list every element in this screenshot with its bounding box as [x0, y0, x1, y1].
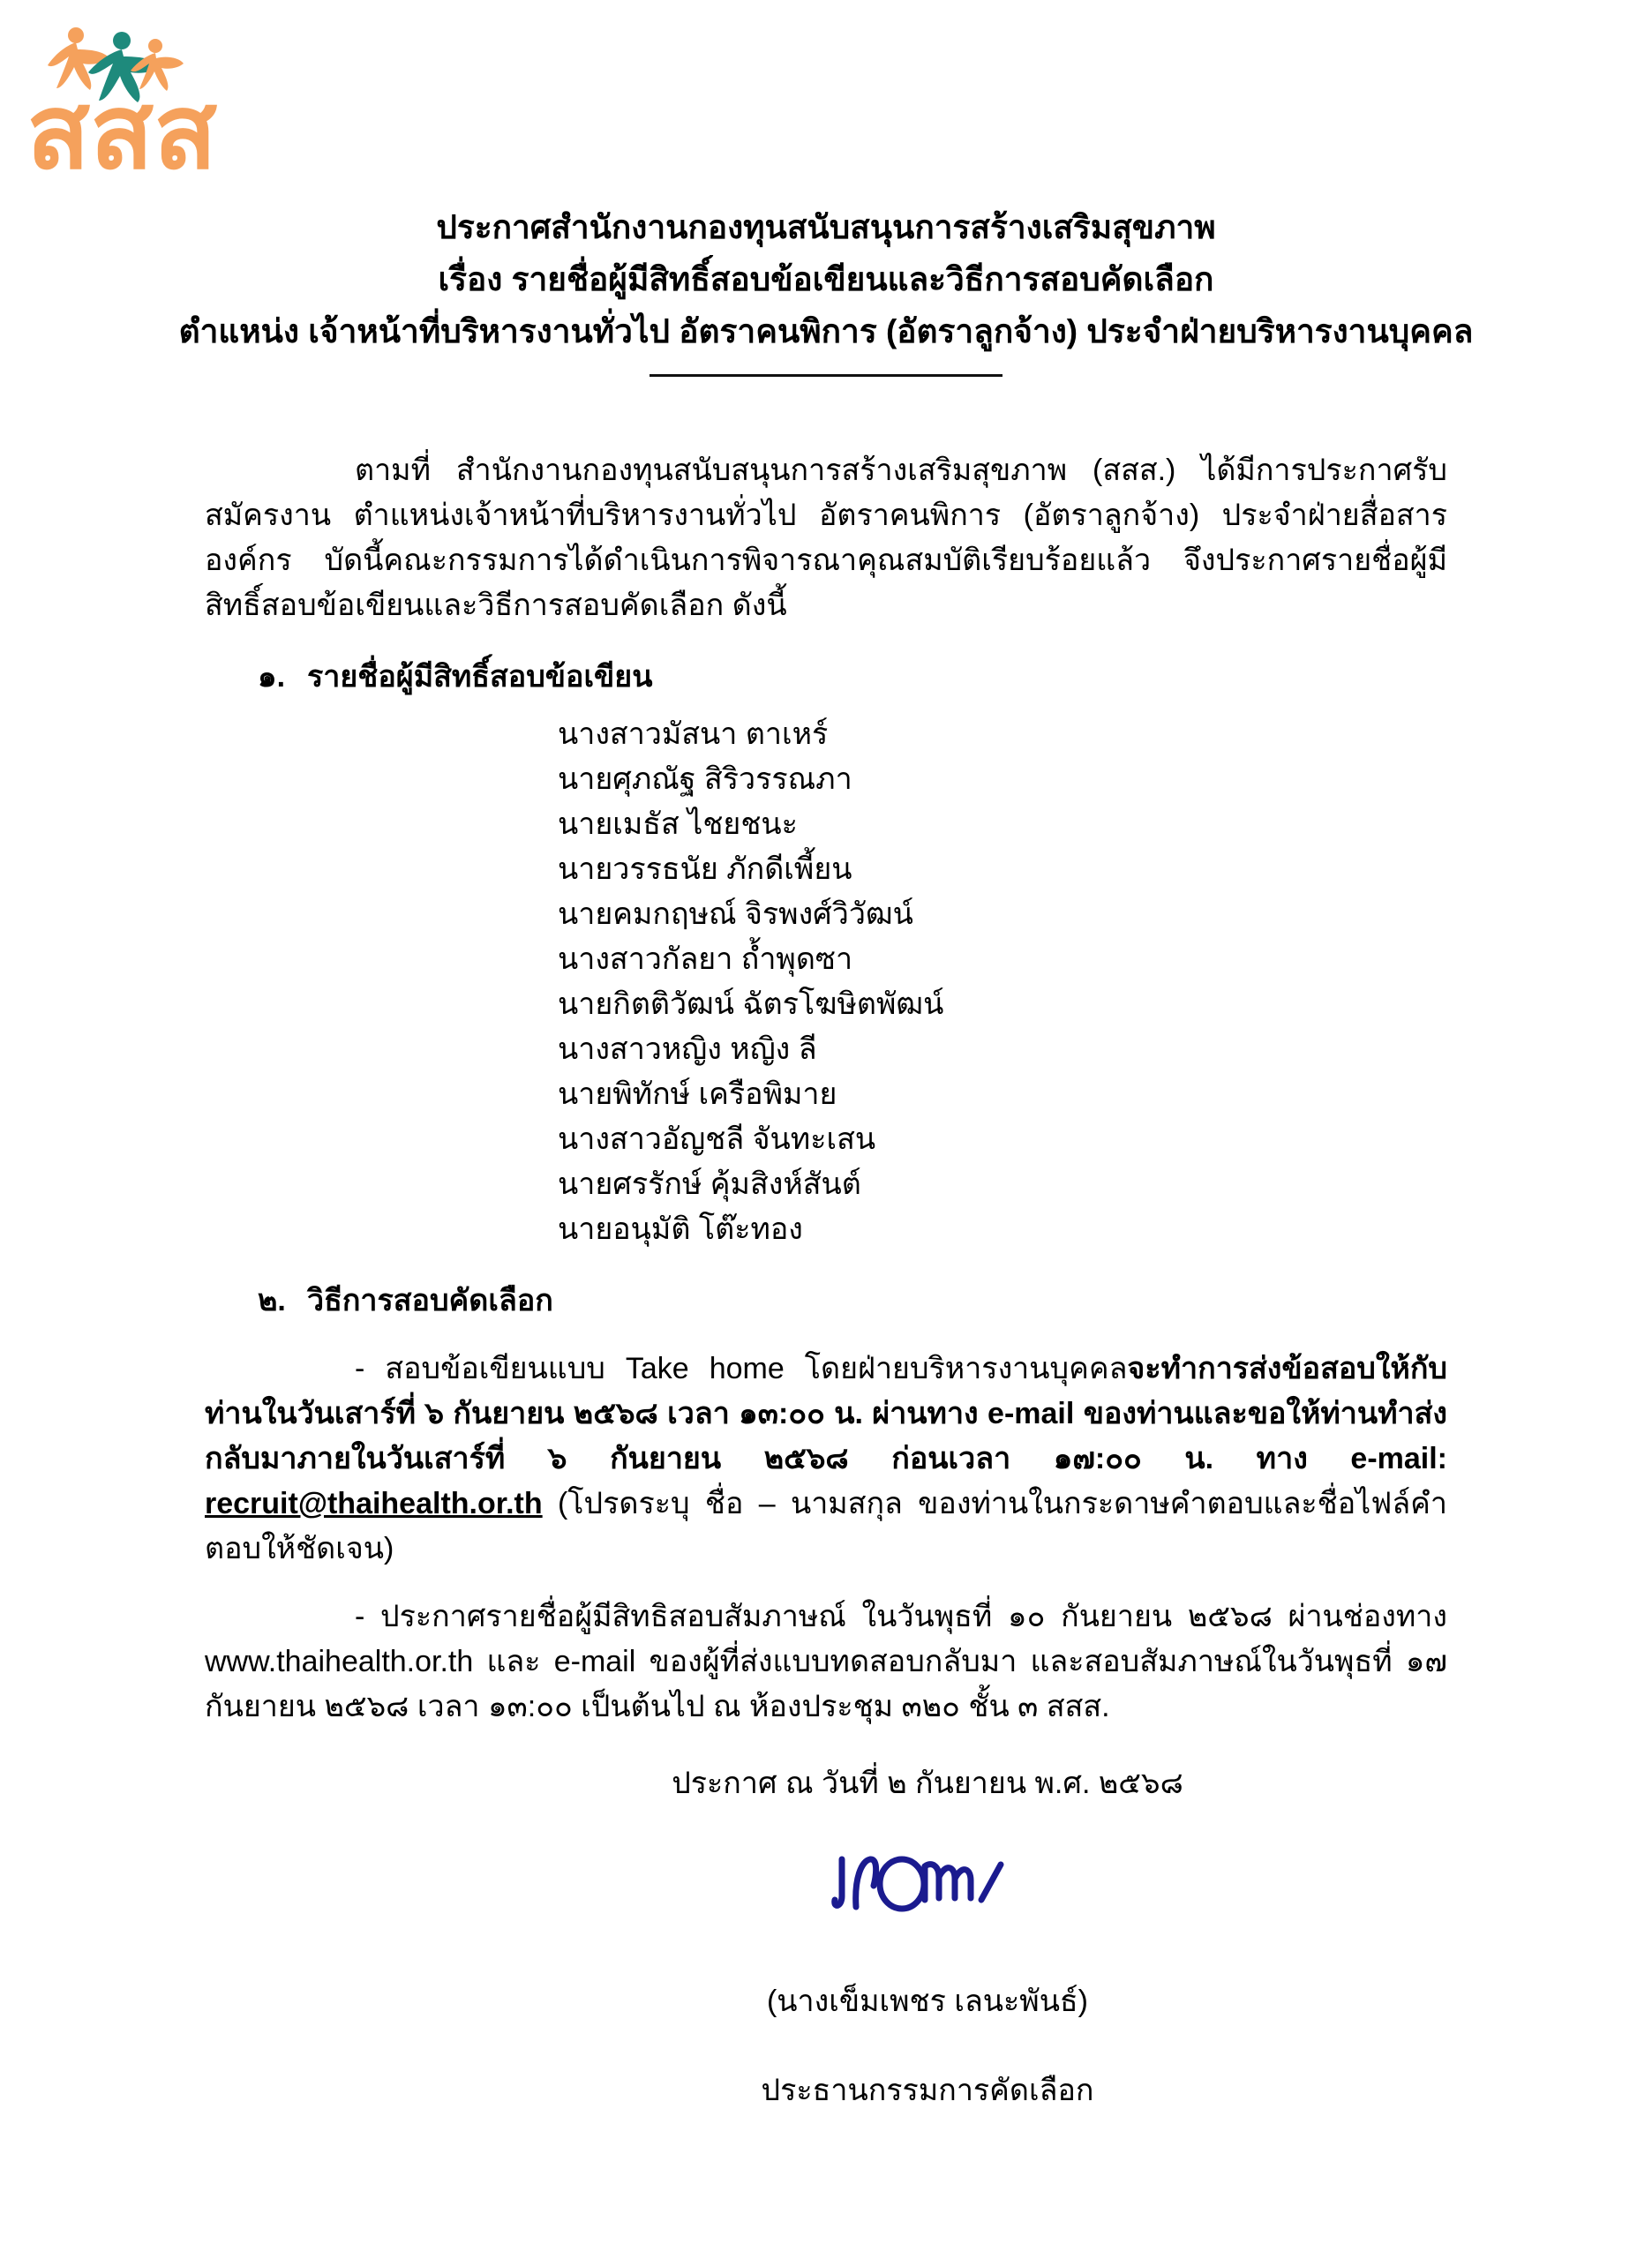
list-item: นายพิทักษ์ เครือพิมาย: [558, 1077, 837, 1111]
list-item: นายศรรักษ์ คุ้มสิงห์สันต์: [558, 1167, 861, 1201]
list-item: นายวรรธนัย ภักดีเพี้ยน: [558, 852, 852, 886]
list-item: นางสาวหญิง หญิง ลี: [558, 1032, 817, 1066]
list-item: นายศุภณัฐ สิริวรรณภา: [558, 762, 852, 796]
title-line-3: ตำแหน่ง เจ้าหน้าที่บริหารงานทั่วไป อัตราคนพิการ (อัตราลูกจ้าง) ประจำฝ่ายบริหารงานบุคคล: [178, 313, 1474, 349]
announcement-date: ประกาศ ณ วันที่ ๒ กันยายน พ.ศ. ๒๕๖๘: [672, 1767, 1183, 1800]
signatory-name: (นางเข็มเพชร เลนะพันธ์): [766, 1985, 1089, 2018]
exam-method-normal-suffix: (โปรดระบุ ชื่อ – นามสกุล ของท่านในกระดาษคำตอบและชื่อไฟล์คำตอบให้ชัดเจน): [205, 1487, 1447, 1565]
exam-method-bold-text: จะทำการส่งข้อสอบให้กับท่านในวันเสาร์ที่ ๖ กันยายน ๒๕๖๘ เวลา ๑๓:๐๐ น. ผ่านทาง e-mail ของท่านและขอให้ท่านทำส่งกลับมาภายในวันเสาร์ที่ ๖ กันยายน ๒๕๖๘ ก่อนเวลา ๑๗:๐๐ น. ทาง e-mail:: [205, 1352, 1447, 1475]
title-divider: [650, 374, 1002, 377]
document-title-block: [0, 201, 1652, 377]
signature-block: [205, 1829, 1447, 2113]
list-item: นางสาวอัญชลี จันทะเสน: [558, 1122, 876, 1156]
interview-announcement-paragraph: - ประกาศรายชื่อผู้มีสิทธิสอบสัมภาษณ์ ในวันพุธที่ ๑๐ กันยายน ๒๕๖๘ ผ่านช่องทาง www.thaihealth.or.th และ e-mail ของผู้ที่ส่งแบบทดสอบกลับมา และสอบสัมภาษณ์ในวันพุธที่ ๑๗ กันยายน ๒๕๖๘ เวลา ๑๓:๐๐ เป็นต้นไป ณ ห้องประชุม ๓๒๐ ชั้น ๓ สสส.: [205, 1600, 1447, 1723]
logo-wordmark: สสส: [26, 74, 218, 178]
section-1-title: รายชื่อผู้มีสิทธิ์สอบข้อเขียน: [307, 660, 653, 694]
list-item: นางสาวมัสนา ตาเหร์: [558, 717, 829, 751]
list-item: นางสาวกัลยา ถ้ำพุดซา: [558, 942, 853, 976]
thaihealth-logo: [26, 11, 309, 178]
exam-method-paragraph: [205, 1347, 1447, 1572]
document-body: [205, 448, 1447, 2113]
eligible-names-list: [205, 712, 1447, 1252]
section-1-heading: [205, 655, 1447, 700]
section-2-heading: [205, 1279, 1447, 1324]
list-item: นายเมธัส ไชยชนะ: [558, 807, 798, 841]
title-line-1: ประกาศสำนักงานกองทุนสนับสนุนการสร้างเสริมสุขภาพ: [436, 209, 1216, 245]
section-2-title: วิธีการสอบคัดเลือก: [307, 1284, 553, 1317]
list-item: นายคมกฤษณ์ จิรพงศ์วิวัฒน์: [558, 897, 913, 931]
list-item: นายกิตติวัฒน์ ฉัตรโฆษิตพัฒน์: [558, 987, 944, 1021]
recruit-email-link[interactable]: recruit@thaihealth.or.th: [205, 1487, 543, 1520]
list-item: นายอนุมัติ โต๊ะทอง: [558, 1212, 803, 1246]
intro-paragraph: ตามที่ สำนักงานกองทุนสนับสนุนการสร้างเสริมสุขภาพ (สสส.) ได้มีการประกาศรับสมัครงาน ตำแหน่งเจ้าหน้าที่บริหารงานทั่วไป อัตราคนพิการ (อัตราลูกจ้าง) ประจำฝ่ายสื่อสารองค์กร บัดนี้คณะกรรมการได้ดำเนินการพิจารณาคุณสมบัติเรียบร้อยแล้ว จึงประกาศรายชื่อผู้มีสิทธิ์สอบข้อเขียนและวิธีการสอบคัดเลือก ดังนี้: [205, 454, 1447, 622]
signatory-role: ประธานกรรมการคัดเลือก: [761, 2074, 1094, 2107]
title-line-2: เรื่อง รายชื่อผู้มีสิทธิ์สอบข้อเขียนและวิธีการสอบคัดเลือก: [438, 261, 1214, 297]
section-2-number: ๒.: [258, 1284, 286, 1317]
section-1-number: ๑.: [258, 660, 286, 694]
exam-method-normal-prefix: - สอบข้อเขียนแบบ Take home โดยฝ่ายบริหารงานบุคคล: [355, 1352, 1128, 1385]
handwritten-signature: [408, 1829, 1447, 1933]
